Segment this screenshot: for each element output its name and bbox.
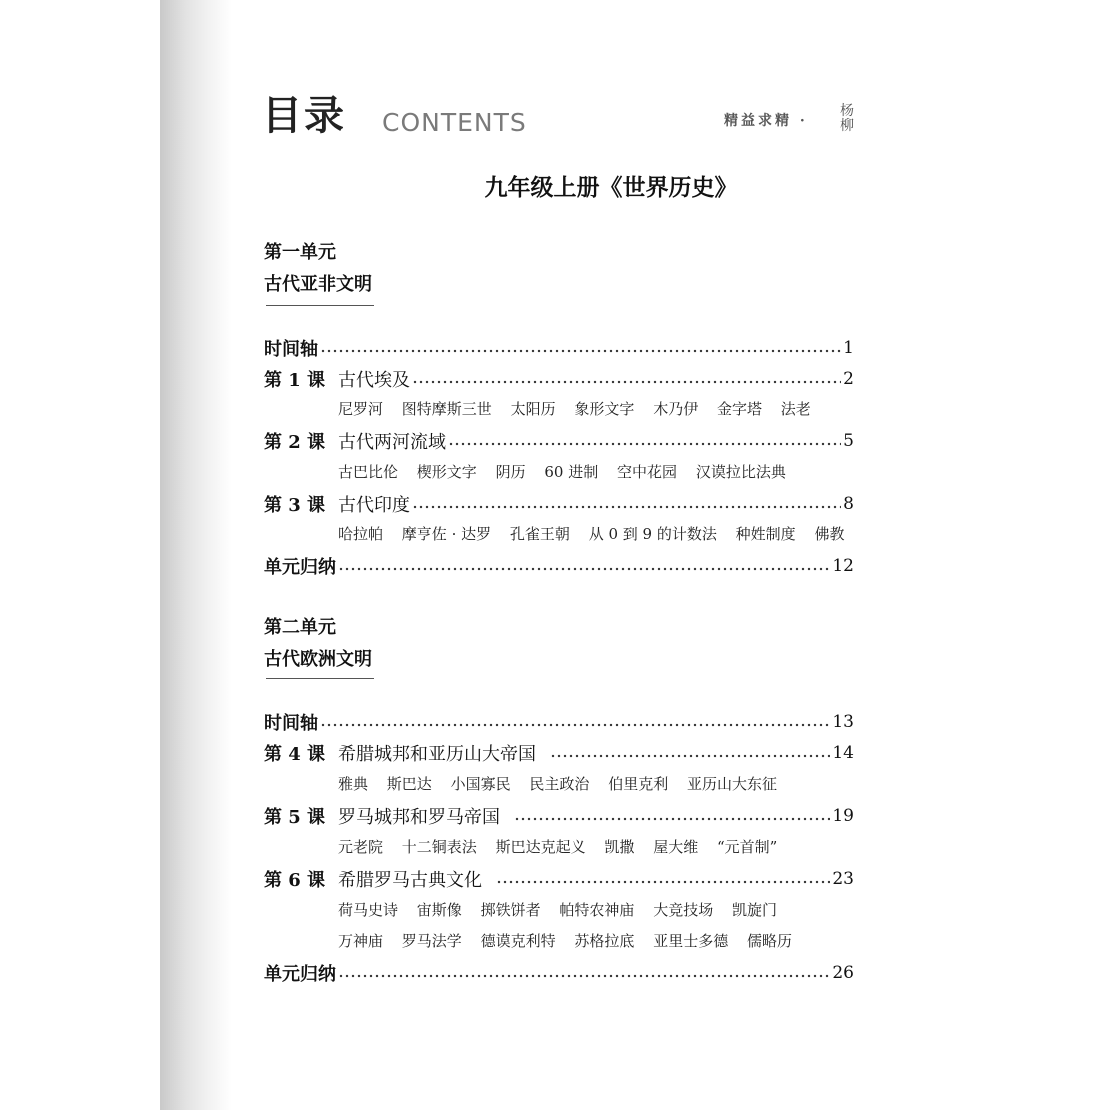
keyword: 哈拉帕 xyxy=(338,525,384,543)
page-number: 12 xyxy=(832,556,854,576)
page-number: 23 xyxy=(832,869,854,889)
page-number: 13 xyxy=(832,712,854,732)
keyword: 亚历山大东征 xyxy=(686,775,777,793)
lesson-label: 第 4 课 xyxy=(264,744,326,765)
keyword: 木乃伊 xyxy=(653,400,699,418)
keyword: 60 进制 xyxy=(544,463,599,481)
lesson-keywords xyxy=(338,929,858,953)
motto-author: 杨柳 xyxy=(840,103,854,134)
toc-page xyxy=(232,0,1110,1110)
keyword: 罗马法学 xyxy=(401,932,462,950)
keyword: 象形文字 xyxy=(574,400,635,418)
lesson-keywords xyxy=(338,772,858,796)
page-number: 14 xyxy=(832,743,854,763)
toc-title: 目录 xyxy=(262,93,346,139)
keyword: 亚里士多德 xyxy=(653,932,729,950)
keyword: 掷铁饼者 xyxy=(480,901,541,919)
keyword: 凯撒 xyxy=(604,838,635,856)
lesson-keywords xyxy=(338,898,858,922)
toc-entry-lesson[interactable] xyxy=(264,802,854,830)
lesson-title: 古代埃及 xyxy=(338,370,410,391)
page-binding-shadow xyxy=(160,0,232,1110)
keyword: 汉谟拉比法典 xyxy=(695,463,786,481)
keyword: 图特摩斯三世 xyxy=(401,400,492,418)
leader-dots xyxy=(338,974,830,978)
lesson-title: 希腊城邦和亚历山大帝国 xyxy=(338,744,536,765)
leader-dots xyxy=(412,380,841,384)
keyword: 斯巴达 xyxy=(386,775,432,793)
toc-entry-timeline[interactable] xyxy=(264,334,854,362)
keyword: 元老院 xyxy=(338,838,384,856)
keyword: 法老 xyxy=(780,400,811,418)
motto-text: 精益求精 · xyxy=(724,113,808,129)
unit-number-label: 第一单元 xyxy=(264,242,336,263)
page-header xyxy=(262,92,856,142)
keyword: 孔雀王朝 xyxy=(509,525,570,543)
keyword: 大竞技场 xyxy=(653,901,714,919)
keyword: 儒略历 xyxy=(746,932,792,950)
keyword: 伯里克利 xyxy=(608,775,669,793)
lesson-title: 希腊罗马古典文化 xyxy=(338,870,482,891)
keyword: 太阳历 xyxy=(510,400,556,418)
leader-dots xyxy=(448,442,841,446)
leader-dots xyxy=(550,754,830,758)
keyword: 空中花园 xyxy=(617,463,678,481)
keyword: 斯巴达克起义 xyxy=(495,838,586,856)
unit-number-label: 第二单元 xyxy=(264,617,336,638)
lesson-label: 第 1 课 xyxy=(264,370,326,391)
page-number: 26 xyxy=(832,963,854,983)
entry-label: 时间轴 xyxy=(264,339,318,360)
toc-entry-lesson[interactable] xyxy=(264,739,854,767)
toc-entry-lesson[interactable] xyxy=(264,865,854,893)
keyword: 古巴比伦 xyxy=(338,463,399,481)
keyword: 帕特农神庙 xyxy=(559,901,635,919)
page-number: 8 xyxy=(843,494,854,514)
keyword: 小国寡民 xyxy=(450,775,511,793)
toc-entry-summary[interactable] xyxy=(264,552,854,580)
leader-dots xyxy=(496,880,830,884)
lesson-keywords xyxy=(338,460,858,484)
book-title: 九年级上册《世界历史》 xyxy=(484,174,738,201)
lesson-title: 古代两河流域 xyxy=(338,432,446,453)
keyword: 从 0 到 9 的计数法 xyxy=(588,525,717,543)
keyword: 楔形文字 xyxy=(416,463,477,481)
keyword: “元首制” xyxy=(716,838,778,856)
lesson-keywords xyxy=(338,835,858,859)
keyword: 凯旋门 xyxy=(731,901,777,919)
entry-label: 单元归纳 xyxy=(264,557,336,578)
toc-entry-lesson[interactable] xyxy=(264,427,854,455)
keyword: 种姓制度 xyxy=(735,525,796,543)
toc-entry-timeline[interactable] xyxy=(264,708,854,736)
keyword: 屋大维 xyxy=(653,838,699,856)
page-number: 5 xyxy=(843,431,854,451)
lesson-label: 第 5 课 xyxy=(264,807,326,828)
leader-dots xyxy=(338,567,830,571)
unit-divider xyxy=(266,305,374,306)
keyword: 苏格拉底 xyxy=(574,932,635,950)
page-number: 1 xyxy=(843,338,854,358)
entry-label: 时间轴 xyxy=(264,713,318,734)
keyword: 德谟克利特 xyxy=(480,932,556,950)
unit-name: 古代欧洲文明 xyxy=(264,649,372,670)
unit-name: 古代亚非文明 xyxy=(264,274,372,295)
keyword: 十二铜表法 xyxy=(401,838,477,856)
leader-dots xyxy=(320,349,841,353)
keyword: 摩亨佐 · 达罗 xyxy=(401,525,492,543)
lesson-title: 古代印度 xyxy=(338,495,410,516)
page-number: 19 xyxy=(832,806,854,826)
lesson-label: 第 6 课 xyxy=(264,870,326,891)
lesson-title: 罗马城邦和罗马帝国 xyxy=(338,807,500,828)
keyword: 宙斯像 xyxy=(416,901,462,919)
leader-dots xyxy=(320,723,830,727)
lesson-keywords xyxy=(338,397,858,421)
leader-dots xyxy=(514,817,830,821)
keyword: 民主政治 xyxy=(529,775,590,793)
leader-dots xyxy=(412,505,841,509)
keyword: 阴历 xyxy=(495,463,526,481)
keyword: 尼罗河 xyxy=(338,400,384,418)
contents-word: CONTENTS xyxy=(382,108,527,137)
lesson-label: 第 2 课 xyxy=(264,432,326,453)
keyword: 金字塔 xyxy=(716,400,762,418)
toc-entry-lesson[interactable] xyxy=(264,365,854,393)
toc-entry-lesson[interactable] xyxy=(264,490,854,518)
keyword: 雅典 xyxy=(338,775,369,793)
toc-entry-summary[interactable] xyxy=(264,959,854,987)
keyword: 荷马史诗 xyxy=(338,901,399,919)
entry-label: 单元归纳 xyxy=(264,964,336,985)
keyword: 万神庙 xyxy=(338,932,384,950)
left-margin xyxy=(0,0,160,1110)
keyword: 佛教 xyxy=(814,525,845,543)
lesson-keywords xyxy=(338,522,858,546)
page-number: 2 xyxy=(843,369,854,389)
unit-divider xyxy=(266,678,374,679)
lesson-label: 第 3 课 xyxy=(264,495,326,516)
